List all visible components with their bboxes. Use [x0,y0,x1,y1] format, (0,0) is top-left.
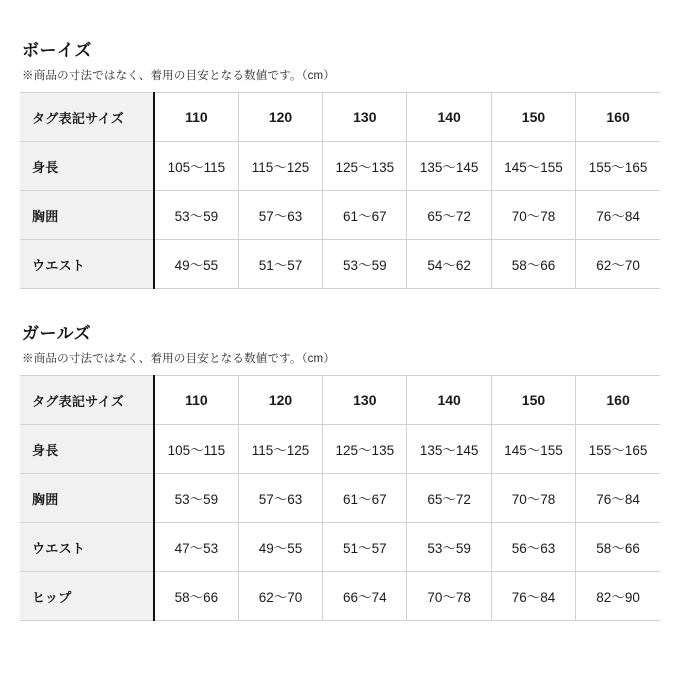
table-cell: 125〜135 [323,142,407,191]
section-title-boys: ボーイズ [22,41,92,60]
table-row [20,142,660,191]
table-cell: 57〜63 [238,191,322,240]
table-cell: 155〜165 [576,425,660,474]
column-header-size: 110 [154,376,238,425]
table-cell: 65〜72 [407,474,491,523]
column-header-size: 130 [323,93,407,142]
table-cell: 62〜70 [238,572,322,621]
row-label: 胸囲 [20,474,154,523]
row-label: 身長 [20,425,154,474]
table-row [20,572,660,621]
column-header-tag-size: タグ表記サイズ [20,376,154,425]
column-header-size: 150 [491,93,575,142]
section-note-boys: ※商品の寸法ではなく、着用の目安となる数値です。（cm） [22,70,336,82]
table-row [20,474,660,523]
table-cell: 66〜74 [323,572,407,621]
table-cell: 76〜84 [576,474,660,523]
table-cell: 61〜67 [323,474,407,523]
table-cell: 115〜125 [238,425,322,474]
table-cell: 53〜59 [154,191,238,240]
table-cell: 47〜53 [154,523,238,572]
table-cell: 155〜165 [576,142,660,191]
table-header-row [20,93,660,142]
table-cell: 70〜78 [491,191,575,240]
table-cell: 105〜115 [154,425,238,474]
table-cell: 51〜57 [323,523,407,572]
table-cell: 56〜63 [491,523,575,572]
table-cell: 53〜59 [323,240,407,289]
table-cell: 115〜125 [238,142,322,191]
table-row [20,240,660,289]
column-header-size: 150 [491,376,575,425]
size-table-boys [20,92,660,289]
table-cell: 125〜135 [323,425,407,474]
row-label: 胸囲 [20,191,154,240]
size-table-girls [20,375,660,621]
table-cell: 58〜66 [576,523,660,572]
table-row [20,523,660,572]
row-label: ヒップ [20,572,154,621]
table-cell: 105〜115 [154,142,238,191]
column-header-size: 120 [238,93,322,142]
row-label: ウエスト [20,240,154,289]
table-cell: 53〜59 [154,474,238,523]
column-header-size: 140 [407,93,491,142]
column-header-size: 130 [323,376,407,425]
section-girls [20,319,660,621]
section-boys [20,36,660,289]
table-cell: 62〜70 [576,240,660,289]
table-cell: 58〜66 [154,572,238,621]
table-cell: 51〜57 [238,240,322,289]
column-header-size: 110 [154,93,238,142]
column-header-size: 120 [238,376,322,425]
table-row [20,191,660,240]
table-cell: 82〜90 [576,572,660,621]
table-cell: 53〜59 [407,523,491,572]
table-header-row [20,376,660,425]
table-cell: 49〜55 [154,240,238,289]
column-header-size: 160 [576,376,660,425]
table-row [20,425,660,474]
table-cell: 65〜72 [407,191,491,240]
table-cell: 145〜155 [491,425,575,474]
table-cell: 70〜78 [407,572,491,621]
table-cell: 61〜67 [323,191,407,240]
column-header-size: 160 [576,93,660,142]
row-label: 身長 [20,142,154,191]
table-cell: 135〜145 [407,425,491,474]
table-cell: 70〜78 [491,474,575,523]
section-note-girls: ※商品の寸法ではなく、着用の目安となる数値です。（cm） [22,353,336,365]
table-cell: 76〜84 [576,191,660,240]
column-header-tag-size: タグ表記サイズ [20,93,154,142]
row-label: ウエスト [20,523,154,572]
table-cell: 49〜55 [238,523,322,572]
table-cell: 54〜62 [407,240,491,289]
table-cell: 57〜63 [238,474,322,523]
table-cell: 76〜84 [491,572,575,621]
table-cell: 135〜145 [407,142,491,191]
section-title-girls: ガールズ [22,324,92,343]
table-cell: 58〜66 [491,240,575,289]
column-header-size: 140 [407,376,491,425]
table-cell: 145〜155 [491,142,575,191]
